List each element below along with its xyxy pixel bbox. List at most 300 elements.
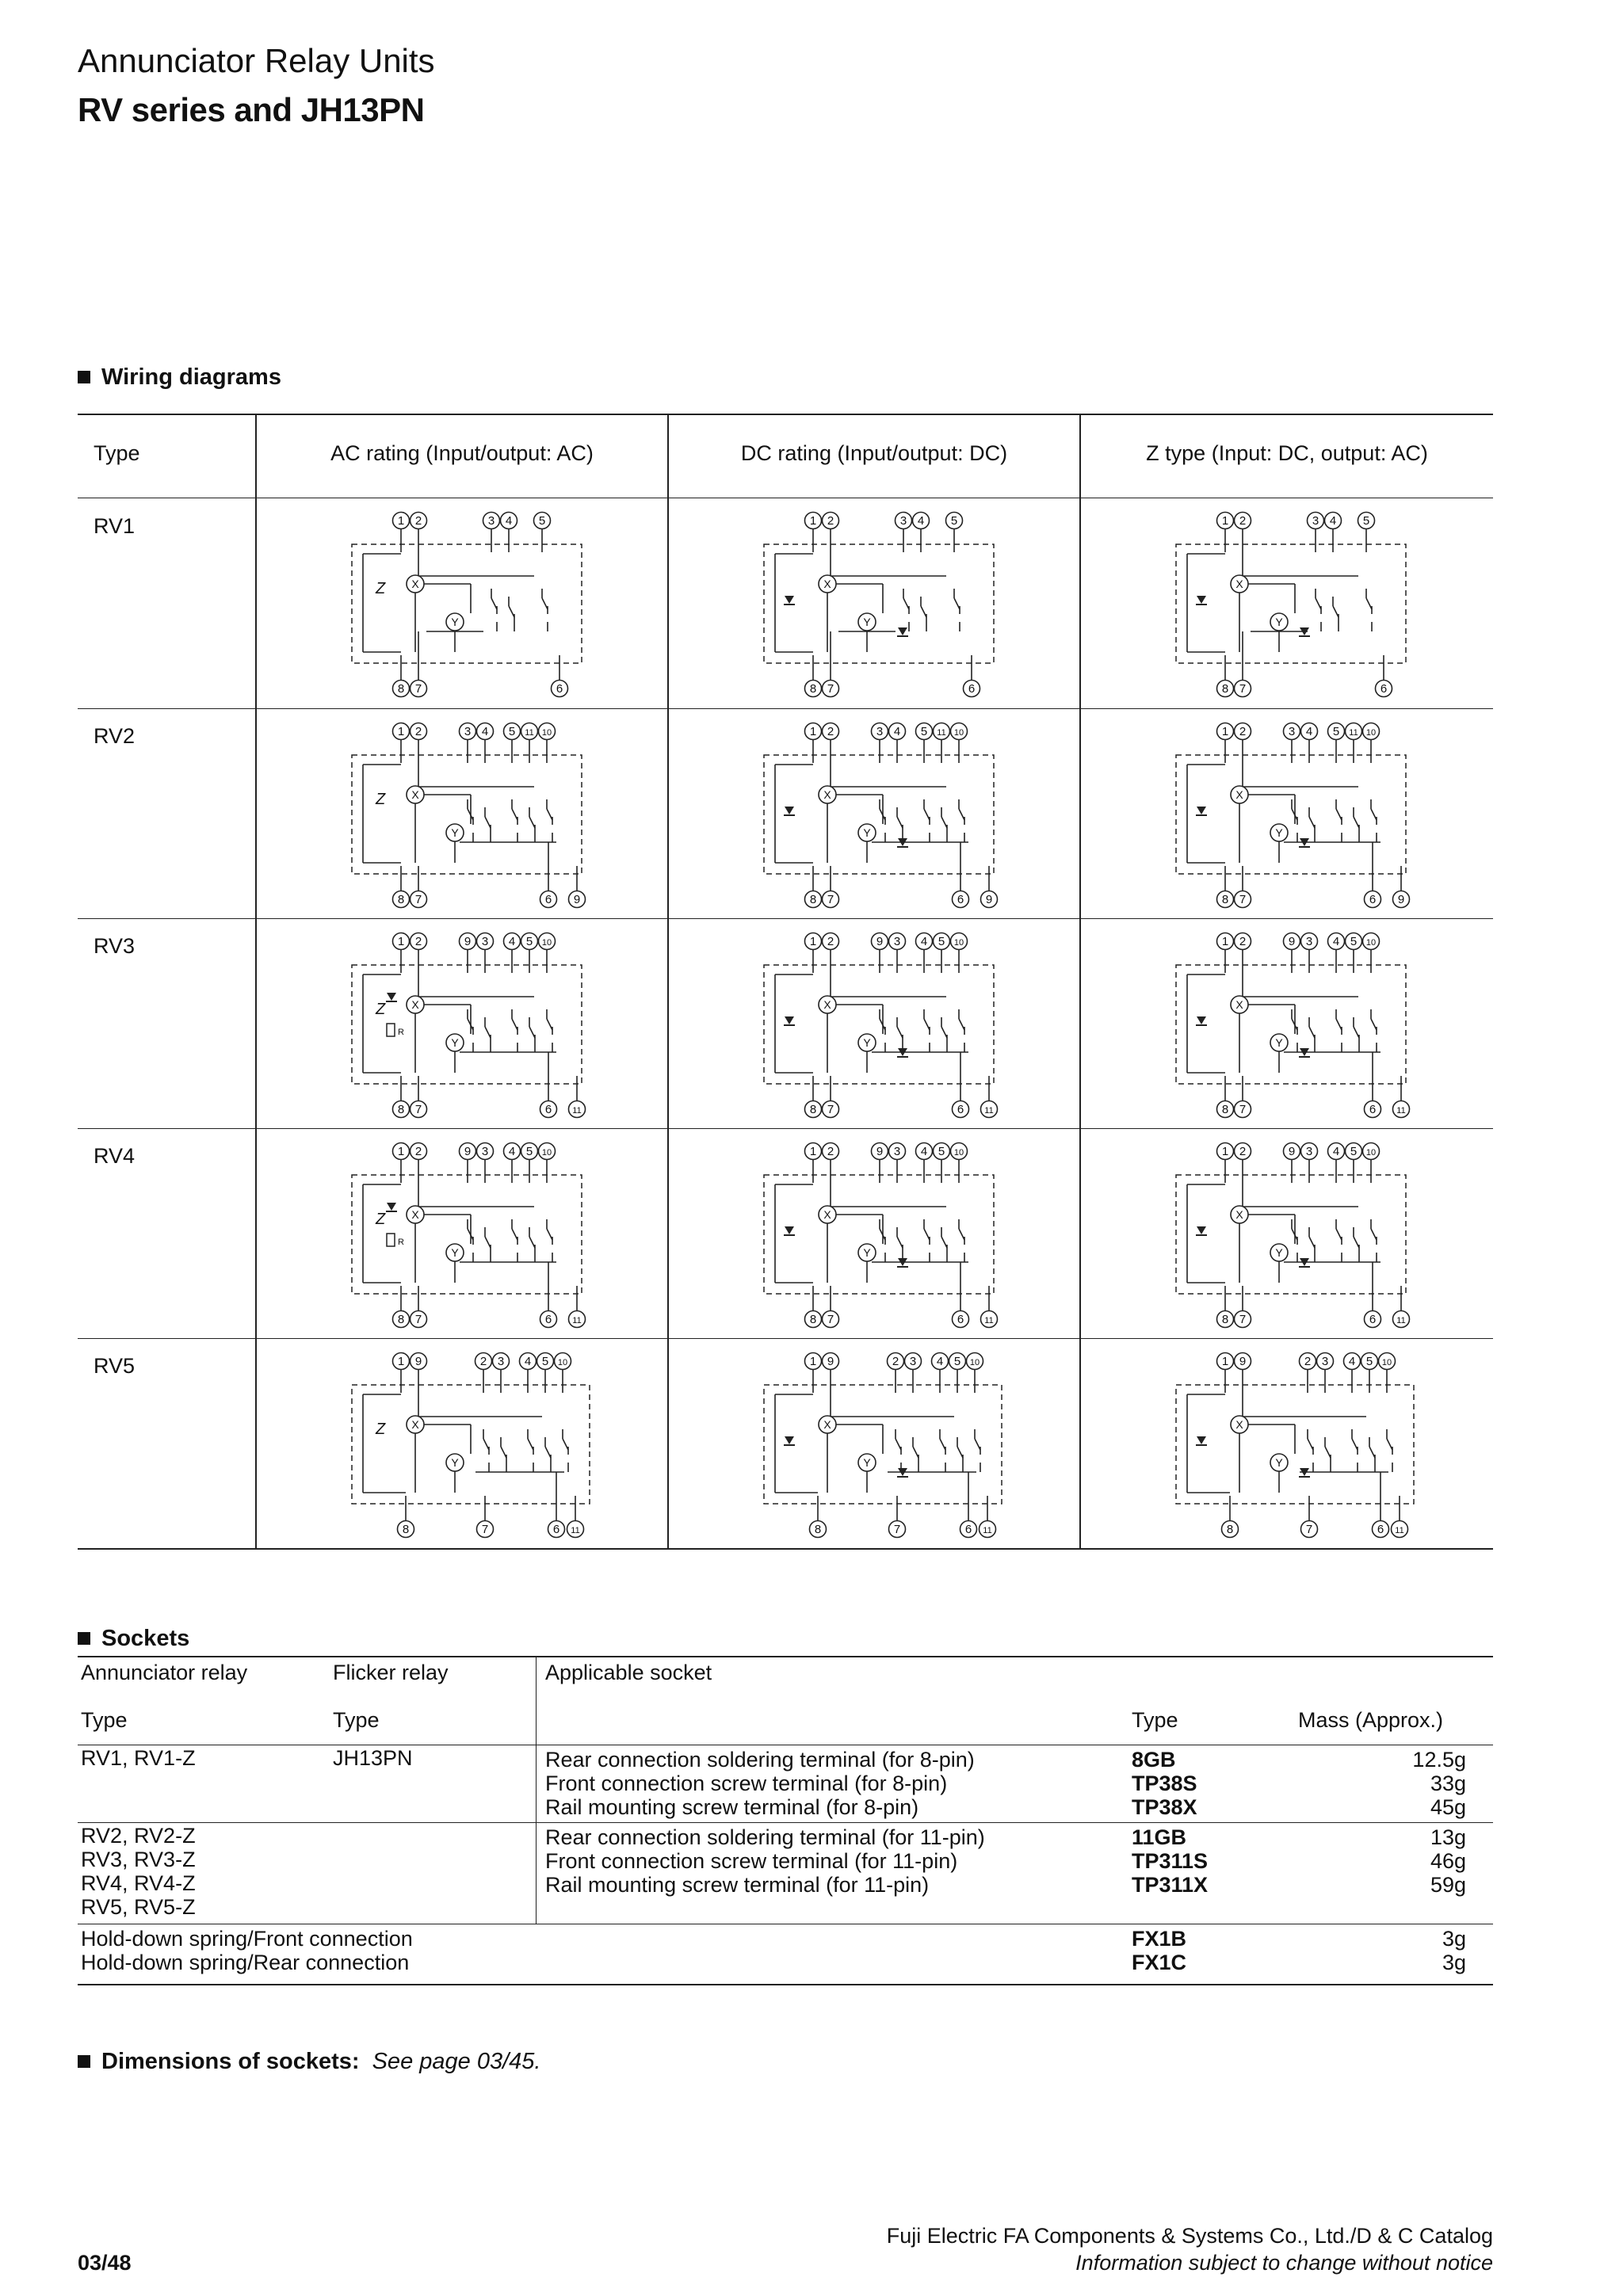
coil-y <box>858 1454 876 1471</box>
terminal-9 <box>460 1143 476 1160</box>
socket-desc: Front connection screw terminal (for 8-pin) <box>545 1772 948 1795</box>
coil-y <box>1270 1034 1288 1051</box>
svg-text:8: 8 <box>1226 1523 1234 1536</box>
svg-text:11: 11 <box>571 1526 580 1535</box>
page-number: 03/48 <box>78 2251 132 2275</box>
terminal-3 <box>1308 513 1324 529</box>
coil-x <box>1231 1416 1248 1433</box>
relay-contact <box>975 1429 980 1455</box>
wiring-diagram-rv5-ac <box>257 1339 667 1548</box>
terminal-5 <box>1358 513 1375 529</box>
svg-text:11: 11 <box>984 1316 994 1325</box>
svg-text:9: 9 <box>1239 1355 1247 1368</box>
svg-text:8: 8 <box>1221 682 1229 696</box>
hdr-annunciator: Annunciator relay <box>81 1661 248 1684</box>
diode-symbol <box>1196 1016 1207 1025</box>
terminal-8 <box>393 1311 410 1328</box>
terminal-7 <box>1235 891 1251 908</box>
relay-contact <box>959 1219 964 1245</box>
svg-text:4: 4 <box>1332 1145 1340 1158</box>
svg-text:10: 10 <box>541 728 552 738</box>
relay-contact <box>897 1227 903 1253</box>
svg-text:6: 6 <box>544 1313 552 1326</box>
svg-text:2: 2 <box>1239 1145 1247 1158</box>
terminal-11 <box>569 1311 586 1328</box>
socket-desc: Rail mounting screw terminal (for 11-pin) <box>545 1873 930 1897</box>
terminal-4 <box>932 1353 949 1370</box>
socket-desc: Rear connection soldering terminal (for 11-pin) <box>545 1825 985 1849</box>
svg-text:2: 2 <box>827 935 834 948</box>
coil-x <box>407 996 424 1013</box>
terminal-3 <box>896 513 912 529</box>
terminal-2 <box>411 513 427 529</box>
relay-contact <box>1325 1437 1331 1463</box>
wiring-diagram-rv5-z <box>1081 1339 1491 1548</box>
socket-mass: 13g <box>1430 1825 1466 1849</box>
impedance-z-label: Z <box>376 1001 386 1018</box>
socket-type: TP38S <box>1132 1772 1197 1795</box>
svg-text:2: 2 <box>892 1355 899 1368</box>
socket-type: TP311S <box>1132 1849 1209 1873</box>
svg-text:2: 2 <box>479 1355 487 1368</box>
coil-x <box>1231 575 1248 593</box>
socket-group-relay: RV3, RV3-Z <box>81 1848 196 1871</box>
coil-y <box>1270 613 1288 631</box>
relay-contact <box>563 1429 568 1455</box>
sockets-section-title <box>78 1624 189 1653</box>
terminal-1 <box>1217 723 1234 740</box>
svg-text:7: 7 <box>827 893 834 906</box>
svg-text:Y: Y <box>451 1456 459 1469</box>
relay-contact <box>921 597 926 622</box>
spring-mass: 3g <box>1442 1951 1466 1974</box>
svg-text:Y: Y <box>451 1036 459 1049</box>
relay-contact <box>483 1429 489 1455</box>
diode-symbol <box>1196 1436 1207 1445</box>
terminal-5 <box>946 513 963 529</box>
svg-text:1: 1 <box>809 935 817 948</box>
svg-text:X: X <box>411 1418 419 1431</box>
svg-text:6: 6 <box>1369 1103 1377 1116</box>
svg-text:2: 2 <box>827 514 834 528</box>
relay-contact <box>924 1219 930 1245</box>
terminal-6 <box>548 1521 565 1538</box>
svg-text:7: 7 <box>414 1313 422 1326</box>
terminal-5 <box>1346 933 1362 950</box>
terminal-3 <box>477 1143 494 1160</box>
svg-text:11: 11 <box>937 728 946 738</box>
svg-text:Y: Y <box>863 826 871 839</box>
footer-notice: Information subject to change without notice <box>1075 2251 1493 2275</box>
svg-text:2: 2 <box>1239 935 1247 948</box>
svg-text:10: 10 <box>953 938 964 948</box>
bullet-square-icon <box>78 371 90 383</box>
svg-text:4: 4 <box>481 725 489 738</box>
terminal-2 <box>888 1353 904 1370</box>
terminal-6 <box>1365 1101 1381 1118</box>
relay-contact <box>1387 1429 1392 1455</box>
terminal-3 <box>1317 1353 1334 1370</box>
terminal-11 <box>1393 1101 1410 1118</box>
terminal-6 <box>540 1101 557 1118</box>
svg-text:9: 9 <box>876 1145 884 1158</box>
terminal-3 <box>889 933 906 950</box>
terminal-3 <box>1284 723 1300 740</box>
svg-text:1: 1 <box>397 935 405 948</box>
terminal-7 <box>823 1311 839 1328</box>
svg-text:5: 5 <box>920 725 928 738</box>
svg-text:2: 2 <box>827 725 834 738</box>
terminal-8 <box>393 1101 410 1118</box>
svg-text:10: 10 <box>541 1148 552 1158</box>
svg-text:X: X <box>411 578 419 590</box>
svg-text:3: 3 <box>1305 935 1313 948</box>
terminal-10 <box>967 1353 983 1370</box>
terminal-7 <box>1301 1521 1318 1538</box>
relay-contact <box>1354 1227 1359 1253</box>
terminal-7 <box>1235 1101 1251 1118</box>
terminal-7 <box>823 891 839 908</box>
svg-text:9: 9 <box>464 1145 472 1158</box>
spring-desc: Hold-down spring/Front connection <box>81 1927 413 1951</box>
svg-text:4: 4 <box>936 1355 944 1368</box>
svg-text:7: 7 <box>1239 1103 1247 1116</box>
hdr-type-flicker: Type <box>333 1708 380 1732</box>
svg-text:5: 5 <box>1332 725 1340 738</box>
coil-y <box>858 613 876 631</box>
terminal-8 <box>805 1101 822 1118</box>
terminal-5 <box>1346 1143 1362 1160</box>
relay-contact <box>529 1227 535 1253</box>
svg-text:2: 2 <box>414 725 422 738</box>
svg-text:X: X <box>1235 788 1243 801</box>
terminal-7 <box>823 681 839 697</box>
svg-text:9: 9 <box>985 893 993 906</box>
coil-y <box>446 1034 464 1051</box>
table-rule-top <box>78 414 1493 415</box>
terminal-4 <box>913 513 930 529</box>
terminal-2 <box>1235 723 1251 740</box>
terminal-1 <box>805 1143 822 1160</box>
svg-text:2: 2 <box>414 514 422 528</box>
svg-text:6: 6 <box>1369 893 1377 906</box>
relay-contact <box>512 1219 517 1245</box>
terminal-8 <box>810 1521 827 1538</box>
svg-text:X: X <box>411 1208 419 1221</box>
relay-contact <box>545 1437 551 1463</box>
terminal-8 <box>1217 1101 1234 1118</box>
relay-contact <box>913 1437 918 1463</box>
svg-text:8: 8 <box>397 1103 405 1116</box>
hdr-type-annunciator: Type <box>81 1708 128 1732</box>
terminal-4 <box>501 513 517 529</box>
terminal-6 <box>964 681 980 697</box>
svg-text:11: 11 <box>1396 1316 1406 1325</box>
svg-text:4: 4 <box>508 935 516 948</box>
terminal-3 <box>905 1353 922 1370</box>
svg-text:9: 9 <box>1288 935 1296 948</box>
terminal-1 <box>805 933 822 950</box>
coil-y <box>446 613 464 631</box>
terminal-1 <box>1217 1143 1234 1160</box>
diode-symbol <box>1196 596 1207 605</box>
svg-text:5: 5 <box>1350 935 1358 948</box>
socket-mass: 45g <box>1430 1795 1466 1819</box>
svg-text:4: 4 <box>508 1145 516 1158</box>
relay-contact <box>941 1017 947 1043</box>
terminal-5 <box>521 933 538 950</box>
svg-text:9: 9 <box>876 935 884 948</box>
svg-text:1: 1 <box>1221 935 1229 948</box>
svg-text:8: 8 <box>1221 1313 1229 1326</box>
terminal-4 <box>916 933 933 950</box>
terminal-8 <box>1217 891 1234 908</box>
sockets-rule-bottom <box>78 1984 1493 1985</box>
socket-mass: 33g <box>1430 1772 1466 1795</box>
svg-text:2: 2 <box>1304 1355 1312 1368</box>
terminal-2 <box>1235 513 1251 529</box>
svg-text:Y: Y <box>1275 616 1283 628</box>
terminal-1 <box>805 723 822 740</box>
terminal-7 <box>477 1521 494 1538</box>
relay-contact <box>959 1009 964 1035</box>
terminal-5 <box>934 1143 950 1160</box>
svg-text:1: 1 <box>397 514 405 528</box>
terminal-8 <box>393 681 410 697</box>
svg-text:5: 5 <box>541 1355 549 1368</box>
svg-text:4: 4 <box>917 514 925 528</box>
terminal-7 <box>411 1101 427 1118</box>
svg-text:5: 5 <box>1350 1145 1358 1158</box>
svg-text:3: 3 <box>909 1355 917 1368</box>
svg-text:8: 8 <box>809 682 817 696</box>
sockets-rule-group <box>78 1822 1493 1823</box>
terminal-6 <box>540 1311 557 1328</box>
relay-contact <box>896 1429 901 1455</box>
coil-x <box>1231 786 1248 803</box>
svg-text:6: 6 <box>957 1313 964 1326</box>
relay-contact <box>528 1429 533 1455</box>
impedance-z-label: Z <box>376 1421 386 1438</box>
sockets-col-divider <box>536 1656 537 1924</box>
relay-enclosure <box>352 544 582 663</box>
terminal-2 <box>1235 933 1251 950</box>
terminal-3 <box>1301 933 1318 950</box>
svg-text:X: X <box>823 1208 831 1221</box>
terminal-1 <box>1217 933 1234 950</box>
svg-text:7: 7 <box>414 1103 422 1116</box>
svg-text:7: 7 <box>893 1523 901 1536</box>
socket-type: TP38X <box>1132 1795 1197 1819</box>
terminal-2 <box>411 933 427 950</box>
svg-text:4: 4 <box>920 935 928 948</box>
svg-text:8: 8 <box>1221 893 1229 906</box>
svg-text:9: 9 <box>1397 893 1405 906</box>
terminal-5 <box>504 723 521 740</box>
coil-y <box>858 824 876 841</box>
svg-text:8: 8 <box>397 1313 405 1326</box>
svg-text:X: X <box>1235 998 1243 1011</box>
terminal-2 <box>823 1143 839 1160</box>
coil-x <box>819 1206 836 1223</box>
coil-x <box>819 786 836 803</box>
terminal-1 <box>805 1353 822 1370</box>
terminal-4 <box>889 723 906 740</box>
terminal-4 <box>916 1143 933 1160</box>
svg-text:1: 1 <box>1221 1355 1229 1368</box>
svg-text:Y: Y <box>1275 1246 1283 1259</box>
wiring-diagram-rv4-dc <box>669 1129 1079 1338</box>
relay-contact <box>542 589 548 614</box>
coil-y <box>446 824 464 841</box>
svg-text:11: 11 <box>572 1106 582 1116</box>
row-type-rv1: RV1 <box>94 514 136 538</box>
svg-text:4: 4 <box>1305 725 1313 738</box>
socket-mass: 59g <box>1430 1873 1466 1897</box>
svg-text:X: X <box>1235 1208 1243 1221</box>
svg-text:4: 4 <box>1332 935 1340 948</box>
wiring-diagram-rv5-dc <box>669 1339 1079 1548</box>
svg-text:7: 7 <box>827 1103 834 1116</box>
resistor-symbol <box>387 1024 395 1036</box>
dimensions-ref-link[interactable]: See page 03/45. <box>372 2049 541 2074</box>
svg-text:11: 11 <box>1349 728 1358 738</box>
relay-contact <box>1369 1437 1375 1463</box>
svg-text:8: 8 <box>814 1523 822 1536</box>
terminal-6 <box>953 1101 969 1118</box>
coil-y <box>1270 1454 1288 1471</box>
socket-type: 8GB <box>1132 1748 1176 1772</box>
diode-symbol <box>897 627 908 636</box>
svg-text:10: 10 <box>1365 938 1377 948</box>
row-type-rv5: RV5 <box>94 1354 136 1378</box>
relay-enclosure <box>764 544 994 663</box>
coil-x <box>407 575 424 593</box>
terminal-5 <box>521 1143 538 1160</box>
svg-text:X: X <box>411 788 419 801</box>
terminal-3 <box>1301 1143 1318 1160</box>
relay-contact <box>1336 799 1342 825</box>
terminal-2 <box>823 513 839 529</box>
terminal-2 <box>823 723 839 740</box>
svg-text:3: 3 <box>1305 1145 1313 1158</box>
terminal-5 <box>537 1353 554 1370</box>
diode-symbol <box>784 1436 795 1445</box>
terminal-6 <box>953 1311 969 1328</box>
svg-text:Y: Y <box>1275 1456 1283 1469</box>
terminal-9 <box>1393 891 1410 908</box>
svg-text:2: 2 <box>1239 514 1247 528</box>
terminal-4 <box>1328 1143 1345 1160</box>
terminal-4 <box>504 933 521 950</box>
spring-type: FX1B <box>1132 1927 1187 1951</box>
svg-text:6: 6 <box>957 893 964 906</box>
relay-contact <box>491 589 497 614</box>
terminal-2 <box>823 933 839 950</box>
svg-text:3: 3 <box>1321 1355 1329 1368</box>
relay-contact <box>957 1437 963 1463</box>
svg-text:3: 3 <box>1288 725 1296 738</box>
relay-enclosure <box>1176 755 1406 874</box>
terminal-1 <box>393 1353 410 1370</box>
svg-text:11: 11 <box>983 1526 992 1535</box>
svg-text:5: 5 <box>1362 514 1370 528</box>
terminal-11 <box>1392 1521 1408 1538</box>
hdr-flicker: Flicker relay <box>333 1661 449 1684</box>
terminal-9 <box>1284 1143 1300 1160</box>
terminal-11 <box>569 1101 586 1118</box>
wiring-diagram-rv1-z <box>1081 498 1491 707</box>
coil-y <box>446 1454 464 1471</box>
svg-text:5: 5 <box>1365 1355 1373 1368</box>
svg-text:10: 10 <box>969 1358 980 1367</box>
terminal-6 <box>552 681 568 697</box>
svg-text:9: 9 <box>827 1355 834 1368</box>
terminal-10 <box>951 723 968 740</box>
svg-text:11: 11 <box>572 1316 582 1325</box>
terminal-8 <box>805 1311 822 1328</box>
socket-desc: Front connection screw terminal (for 11-pin) <box>545 1849 958 1873</box>
terminal-9 <box>872 933 888 950</box>
svg-text:1: 1 <box>809 1355 817 1368</box>
socket-group-flicker: JH13PN <box>333 1746 413 1770</box>
terminal-3 <box>460 723 476 740</box>
socket-group-relay: RV2, RV2-Z <box>81 1824 196 1848</box>
svg-text:1: 1 <box>397 1145 405 1158</box>
terminal-10 <box>539 1143 556 1160</box>
relay-contact <box>1371 1219 1377 1245</box>
svg-text:10: 10 <box>557 1358 568 1367</box>
svg-text:3: 3 <box>481 935 489 948</box>
coil-x <box>819 996 836 1013</box>
svg-text:7: 7 <box>1239 1313 1247 1326</box>
relay-contact <box>1309 1227 1315 1253</box>
terminal-6 <box>953 891 969 908</box>
svg-text:4: 4 <box>505 514 513 528</box>
terminal-8 <box>1217 1311 1234 1328</box>
terminal-10 <box>951 1143 968 1160</box>
wiring-diagram-rv4-z <box>1081 1129 1491 1338</box>
coil-y <box>858 1244 876 1261</box>
terminal-1 <box>805 513 822 529</box>
relay-contact <box>924 799 930 825</box>
diode-symbol <box>784 596 795 605</box>
dimensions-line <box>78 2047 540 2076</box>
svg-text:10: 10 <box>1381 1358 1392 1367</box>
svg-text:7: 7 <box>481 1523 489 1536</box>
relay-contact <box>897 1017 903 1043</box>
diode-symbol <box>1196 1226 1207 1235</box>
terminal-4 <box>1328 933 1345 950</box>
svg-text:4: 4 <box>1348 1355 1356 1368</box>
svg-text:5: 5 <box>538 514 546 528</box>
svg-text:3: 3 <box>899 514 907 528</box>
col-header-z: Z type (Input: DC, output: AC) <box>1146 441 1428 465</box>
terminal-4 <box>504 1143 521 1160</box>
col-header-dc: DC rating (Input/output: DC) <box>740 441 1008 465</box>
terminal-2 <box>411 723 427 740</box>
coil-x <box>1231 1206 1248 1223</box>
terminal-3 <box>493 1353 510 1370</box>
wiring-diagram-rv1-dc <box>669 498 1079 707</box>
svg-text:2: 2 <box>827 1145 834 1158</box>
terminal-8 <box>805 681 822 697</box>
coil-x <box>407 786 424 803</box>
svg-text:10: 10 <box>953 728 964 738</box>
svg-text:6: 6 <box>964 1523 972 1536</box>
terminal-1 <box>1217 513 1234 529</box>
terminal-1 <box>1217 1353 1234 1370</box>
